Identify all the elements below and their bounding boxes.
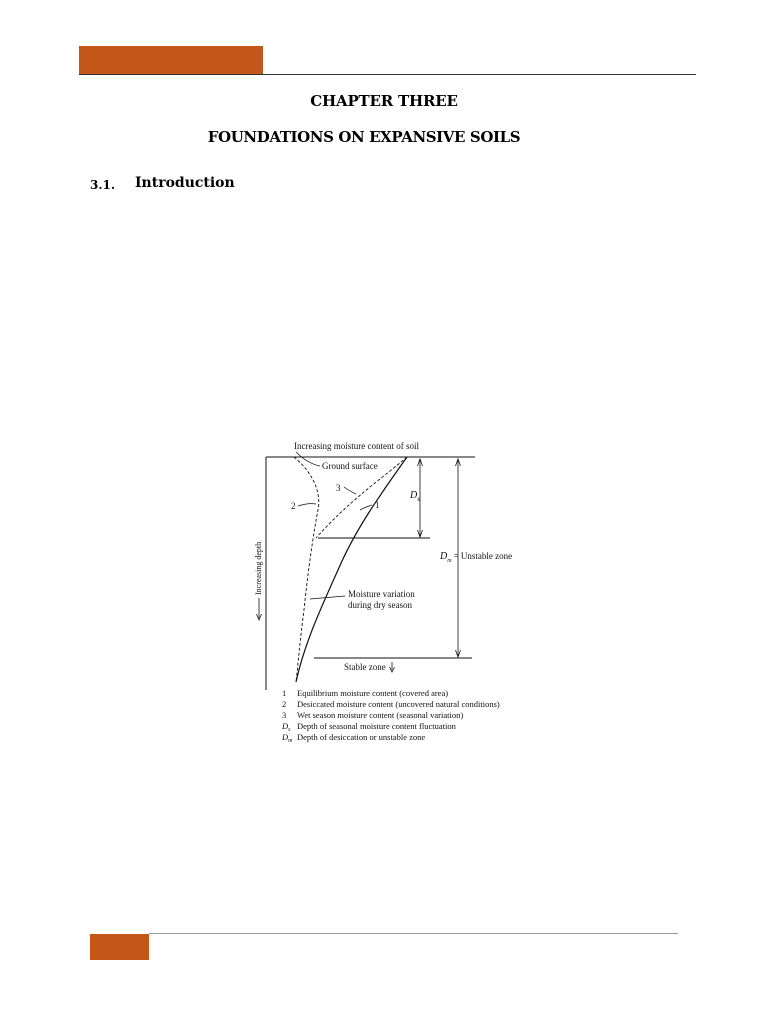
dm-label-main: D [440,551,448,562]
moisture-variation-label-line2: during dry season [348,600,412,610]
legend-text-1: Equilibrium moisture content (covered area) [297,688,449,698]
dm-label-sub: m [447,558,452,564]
curve-label-2: 2 [291,501,296,511]
ds-label [409,490,420,503]
footer-accent-bar [90,934,149,960]
figure-top-label: Increasing moisture content of soil [294,441,419,451]
moisture-variation-leader [310,596,345,599]
legend-key-4-main: D [282,721,289,731]
chapter-subtitle: FOUNDATIONS ON EXPANSIVE SOILS [207,128,521,146]
legend-key-5-main: D [282,732,289,742]
legend-text-2: Desiccated moisture content (uncovered natural conditions) [297,699,500,709]
legend-key-2: 2 [282,699,287,709]
legend-key-4-sub: s [288,727,291,733]
legend-text-4: Depth of seasonal moisture content fluctuation [297,721,456,731]
moisture-depth-figure [240,430,540,750]
y-axis-label: Increasing depth [254,541,263,595]
legend-key-1: 1 [282,688,287,698]
y-axis-label-group [254,542,263,620]
section-number: 3.1. [90,178,116,192]
legend-key-5-sub: m [288,738,293,744]
curve-label-1: 1 [375,500,380,510]
curve-label-3-leader [344,487,356,494]
curve-1-equilibrium [296,457,407,682]
footer-rule [149,933,678,934]
ground-surface-label: Ground surface [322,461,378,471]
legend-text-5: Depth of desiccation or unstable zone [297,732,426,742]
chapter-title: CHAPTER THREE [310,92,458,110]
curve-label-3: 3 [336,483,341,493]
dm-label [439,551,512,564]
legend-key-3: 3 [282,710,287,720]
ds-label-main: D [410,490,418,501]
figure-legend [281,688,500,744]
dm-label-text: = Unstable zone [453,551,513,561]
ground-surface-leader [296,452,320,466]
legend-text-3: Wet season moisture content (seasonal variation) [297,710,464,720]
legend-key-5 [281,732,293,744]
curve-2-desiccated [294,457,319,682]
stable-zone-label: Stable zone [344,662,386,672]
curve-label-2-leader [298,504,316,506]
curve-label-1-leader [360,505,372,510]
header-accent-bar [79,46,263,75]
header-rule [79,74,696,75]
section-title: Introduction [135,175,235,191]
moisture-variation-label-line1: Moisture variation [348,589,415,599]
ds-label-sub: s [417,495,420,503]
